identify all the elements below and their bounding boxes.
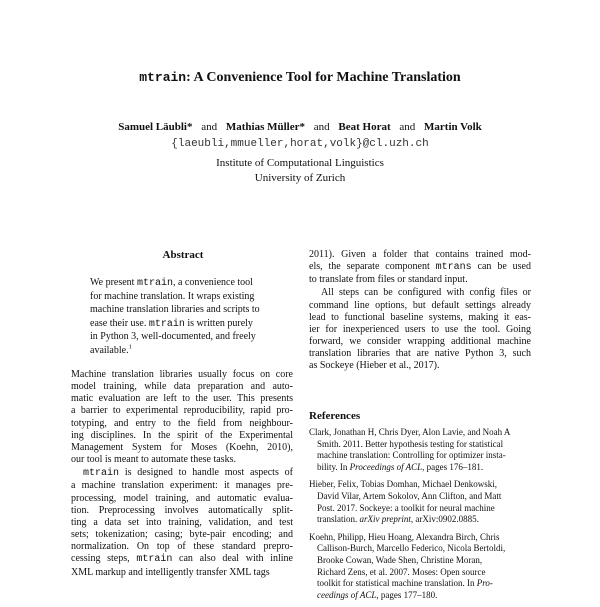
text-run: normalization. On top of these standard prepro-	[71, 541, 293, 553]
text-line	[309, 543, 533, 555]
text-run: translation libraries that are native Python 3, such	[309, 348, 531, 360]
author-separator: and	[313, 121, 330, 133]
text-line	[309, 274, 531, 286]
text-line	[71, 480, 293, 492]
text-run: , arXiv:0902.0885.	[410, 514, 479, 525]
text-run: Koehn, Philipp, Hieu Hoang, Alexandra Birch, Chris	[309, 531, 500, 542]
text-run: command line options, but default settings already	[309, 299, 531, 311]
text-line	[309, 532, 533, 544]
text-line	[309, 324, 531, 336]
text-line	[71, 567, 293, 579]
text-run: Machine translation libraries usually focus on core	[71, 369, 293, 380]
italic-text: Proceedings of ACL	[349, 461, 423, 472]
abstract-heading: Abstract	[162, 249, 204, 261]
text-run: Callison-Burch, Marcello Federico, Nicola Bertoldi,	[317, 543, 506, 554]
text-line	[309, 336, 531, 348]
text-line	[71, 454, 293, 466]
text-run: 2011). Given a folder that contains trained mod-	[309, 249, 531, 260]
text-line	[309, 427, 533, 439]
text-run: in Python 3, well-documented, and freely	[90, 331, 256, 343]
text-run: Smith. 2011. Better hypothesis testing for statistical	[317, 438, 504, 449]
text-line	[309, 450, 533, 462]
text-run: ting a data set into training, validation, and test	[71, 516, 293, 528]
affiliation-line: University of Zurich	[254, 171, 346, 184]
author-name: Samuel Läubli	[118, 121, 187, 133]
text-run: , pages 176–181.	[422, 461, 484, 472]
text-run: Clark, Jonathan H, Chris Dyer, Alon Lavie, and Noah A	[309, 427, 511, 437]
author-name: Mathias Müller	[225, 121, 300, 133]
text-run: Brooke Cowan, Wade Shen, Christine Moran,	[317, 554, 483, 565]
text-run: ing disciplines. In the spirit of the Experimental	[71, 429, 293, 441]
text-line	[71, 493, 293, 505]
text-run: lead to functional baseline systems, making it eas-	[309, 311, 531, 323]
text-run: available.	[90, 344, 129, 356]
affiliation	[0, 156, 600, 185]
text-line	[90, 317, 280, 331]
author-name: Beat Horat	[338, 121, 391, 133]
text-line	[71, 405, 293, 417]
text-line	[71, 430, 293, 442]
italic-text: Pro-	[476, 578, 493, 589]
text-run: is written purely	[184, 317, 253, 329]
author-separator: and	[201, 121, 218, 133]
text-run: forward, we consider wrapping additional machine	[309, 336, 531, 348]
italic-text: arXiv preprint	[359, 514, 411, 525]
references-list	[309, 427, 533, 607]
text-run: bility. In	[317, 461, 350, 472]
text-line	[90, 344, 280, 358]
text-run: ease their use.	[90, 317, 149, 329]
author-mark: *	[299, 121, 306, 133]
text-line	[309, 555, 533, 567]
text-run: Hieber, Felix, Tobias Domhan, Michael Denkowski,	[309, 479, 498, 490]
text-line	[71, 553, 293, 566]
text-line	[90, 330, 280, 344]
affiliation-line: Institute of Computational Linguistics	[216, 157, 384, 169]
text-run: can be used	[471, 261, 531, 273]
text-line	[90, 290, 280, 304]
text-line	[71, 529, 293, 541]
text-run: Post. 2017. Sockeye: a toolkit for neural machine	[317, 502, 495, 513]
text-run: XML markup and intelligently transfer XML tags	[71, 566, 270, 578]
text-run: sets; tokenization; casing; byte-pair encoding; and	[71, 529, 293, 541]
abstract-text	[90, 276, 280, 358]
text-line	[71, 467, 293, 480]
code-text: mtrans	[435, 262, 472, 274]
code-text: mtrain	[148, 318, 185, 330]
text-run: machine translation: Controlling for optimizer insta-	[317, 450, 506, 461]
text-run: els, the separate component	[309, 261, 436, 273]
text-line	[309, 514, 533, 526]
text-line	[71, 517, 293, 529]
paragraph	[309, 249, 531, 286]
text-run: cessing steps,	[71, 553, 137, 565]
text-line	[309, 360, 531, 372]
text-run: is designed to handle most aspects of	[119, 467, 293, 479]
title-text: : A Convenience Tool for Machine Translation	[186, 70, 461, 85]
text-run: We present	[90, 277, 137, 288]
text-run: model training, while data preparation and auto-	[71, 381, 293, 393]
text-line	[309, 479, 533, 491]
author-name: Martin Volk	[424, 121, 482, 133]
text-line	[71, 369, 293, 381]
text-line	[309, 567, 533, 579]
text-line	[309, 312, 531, 324]
text-run: ier for inexperienced users to use the tool. Going	[309, 323, 531, 335]
text-run: totyping, and entry to the field from neighbour-	[71, 417, 293, 429]
text-run: as Sockeye (Hieber et al., 2017).	[309, 360, 440, 372]
code-text: mtrain	[83, 468, 120, 480]
text-run: toolkit for statistical machine translation. In	[317, 578, 477, 589]
text-run: can also deal with inline	[172, 553, 293, 565]
text-line	[309, 462, 533, 474]
code-text: mtrain	[136, 554, 173, 566]
text-run: for machine translation. It wraps existing	[90, 290, 255, 302]
text-line	[71, 418, 293, 430]
text-line	[90, 303, 280, 317]
reference-entry	[309, 427, 533, 473]
text-run: Management System for Moses (Koehn, 2010),	[71, 441, 293, 453]
footnote-mark: 1	[128, 343, 132, 351]
text-run: a barrier to experimental reproducibility, rapid pro-	[71, 405, 293, 417]
italic-text: ceedings of ACL	[317, 589, 377, 600]
paragraph	[309, 287, 531, 372]
text-line	[71, 442, 293, 454]
author-list	[0, 120, 600, 134]
text-run: processing, model training, and automatic evalua-	[71, 492, 293, 504]
text-run: , a convenience tool	[172, 277, 253, 288]
author-mark: *	[186, 121, 193, 133]
text-run: , pages 177–180.	[376, 589, 438, 600]
text-line	[309, 300, 531, 312]
references-heading: References	[309, 410, 361, 422]
paragraph	[71, 467, 293, 578]
paper-title	[0, 69, 600, 87]
reference-entry	[309, 479, 533, 525]
text-run: our tool is meant to automate these tasks.	[71, 454, 236, 466]
title-code: mtrain	[139, 70, 187, 85]
text-line	[309, 503, 533, 515]
text-line	[309, 287, 531, 299]
text-line	[309, 348, 531, 360]
body-left-column	[71, 369, 293, 579]
text-line	[90, 276, 280, 290]
text-run: Richard Zens, et al. 2007. Moses: Open source	[317, 566, 486, 577]
text-line	[71, 505, 293, 517]
text-run: David Vilar, Artem Sokolov, Ann Clifton, and Matt	[317, 490, 502, 501]
body-right-column	[309, 249, 531, 373]
text-line	[309, 491, 533, 503]
text-run: a machine translation experiment: it manages pre-	[71, 480, 293, 492]
text-line	[71, 381, 293, 393]
text-line	[309, 261, 531, 274]
text-line	[71, 393, 293, 405]
code-text: mtrain	[136, 278, 173, 289]
text-run: All steps can be configured with config files or	[321, 287, 531, 299]
reference-entry	[309, 532, 533, 602]
author-separator: and	[399, 121, 416, 133]
author-emails: {laeubli,mmueller,horat,volk}@cl.uzh.ch	[171, 138, 429, 150]
text-run: to translate from files or standard input.	[309, 274, 468, 286]
text-line	[71, 541, 293, 553]
text-line	[309, 439, 533, 451]
text-run: matic evaluation are left to the user. This presents	[71, 393, 293, 405]
text-line	[309, 249, 531, 261]
text-run: machine translation libraries and scripts to	[90, 304, 260, 316]
text-run: translation.	[317, 514, 360, 525]
text-line	[309, 578, 533, 590]
text-run: tion. Preprocessing involves automatically split-	[71, 504, 293, 516]
paragraph	[71, 369, 293, 466]
